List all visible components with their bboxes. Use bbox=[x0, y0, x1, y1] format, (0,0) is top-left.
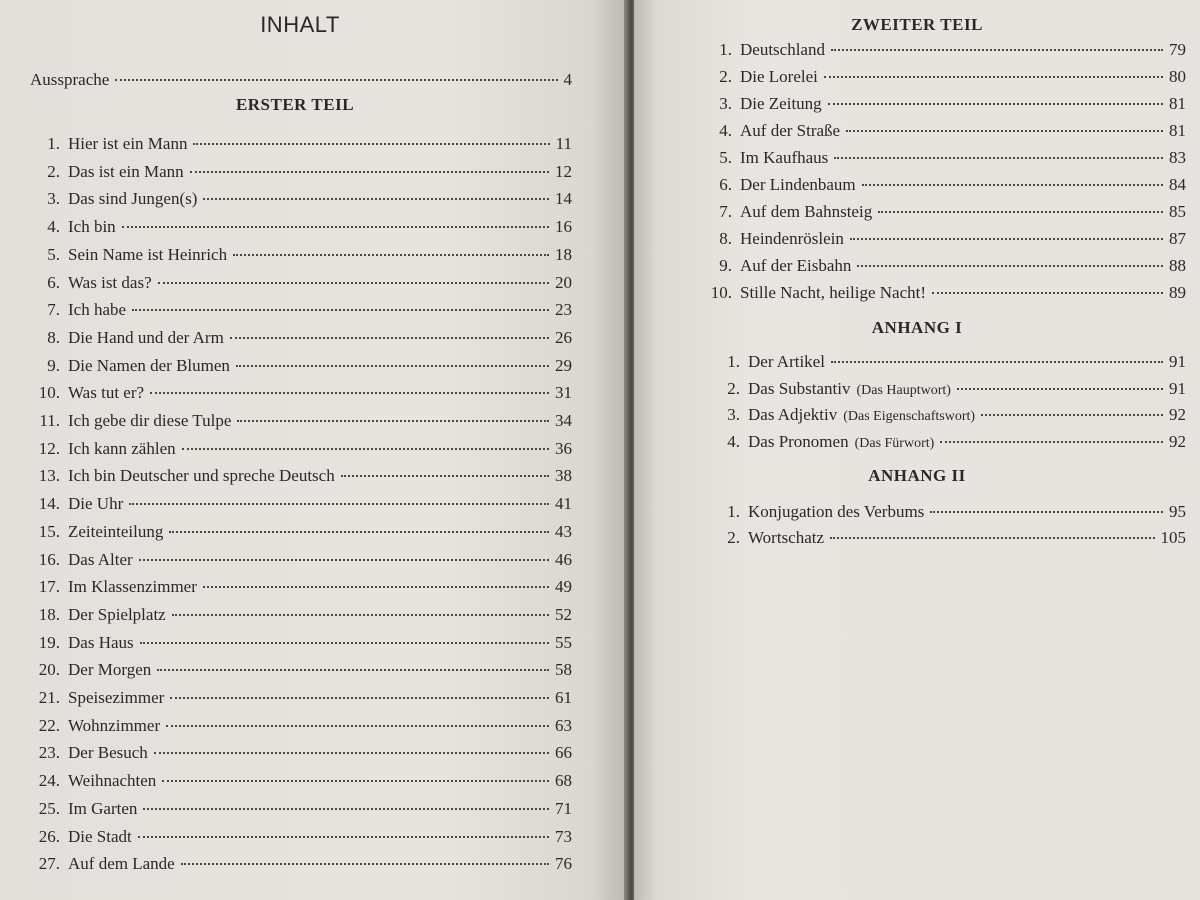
toc-row bbox=[30, 688, 572, 708]
toc-row bbox=[30, 245, 572, 265]
toc-number: 11. bbox=[39, 411, 60, 430]
toc-number: 20. bbox=[38, 660, 60, 680]
toc-title: Der Besuch bbox=[68, 743, 148, 763]
toc-number: 1. bbox=[719, 40, 732, 59]
leader-dots bbox=[203, 198, 549, 200]
toc-number: 2. bbox=[727, 528, 740, 547]
toc-page: 68 bbox=[555, 771, 572, 791]
toc-number: 25. bbox=[38, 798, 60, 818]
leader-dots bbox=[150, 392, 549, 394]
toc-number: 9. bbox=[47, 355, 60, 375]
toc-page: 12 bbox=[555, 161, 572, 181]
leader-dots bbox=[230, 337, 549, 339]
toc-title: Das sind Jungen(s) bbox=[68, 189, 198, 209]
toc-page: 89 bbox=[1169, 283, 1186, 302]
toc-title: Deutschland bbox=[740, 40, 825, 59]
toc-number: 4. bbox=[47, 217, 60, 237]
toc-page: 92 bbox=[1169, 405, 1186, 424]
toc-number: 6. bbox=[719, 175, 732, 194]
toc-number: 2. bbox=[47, 161, 60, 181]
toc-page: 85 bbox=[1169, 202, 1186, 221]
toc-page: 14 bbox=[555, 189, 572, 209]
toc-page: 36 bbox=[555, 438, 572, 458]
leader-dots bbox=[139, 559, 549, 561]
toc-row bbox=[30, 633, 572, 653]
toc-title: Ich kann zählen bbox=[68, 438, 176, 458]
leader-dots bbox=[981, 414, 1163, 416]
toc-title: Weihnachten bbox=[68, 771, 157, 791]
toc-row bbox=[30, 494, 572, 514]
toc-row bbox=[30, 799, 572, 819]
toc-number: 8. bbox=[719, 229, 732, 248]
leader-dots bbox=[140, 642, 549, 644]
toc-title: Sein Name ist Heinrich bbox=[68, 244, 228, 264]
toc-row bbox=[30, 550, 572, 570]
toc-number: 14. bbox=[38, 494, 60, 514]
part-heading-anhang-2: ANHANG II bbox=[868, 466, 966, 485]
leader-dots bbox=[233, 254, 549, 256]
toc-number: 13. bbox=[38, 466, 60, 486]
toc-row bbox=[30, 771, 572, 791]
leader-dots bbox=[846, 130, 1163, 132]
contents-heading: INHALT bbox=[260, 12, 340, 37]
toc-row bbox=[706, 121, 1186, 141]
toc-title: Im Kaufhaus bbox=[740, 148, 829, 167]
toc-row bbox=[30, 162, 572, 182]
toc-number: 17. bbox=[38, 577, 60, 597]
toc-row bbox=[706, 283, 1186, 303]
toc-number: 1. bbox=[727, 502, 740, 521]
toc-title: Wohnzimmer bbox=[68, 715, 161, 735]
toc-page: 58 bbox=[555, 660, 572, 680]
leader-dots bbox=[831, 49, 1163, 51]
toc-number: 9. bbox=[719, 256, 732, 275]
toc-row bbox=[30, 300, 572, 320]
leader-dots bbox=[122, 226, 549, 228]
leader-dots bbox=[158, 282, 549, 284]
toc-number: 1. bbox=[47, 134, 60, 153]
toc-title: Auf dem Bahnsteig bbox=[740, 202, 873, 221]
leader-dots bbox=[930, 511, 1163, 513]
toc-row bbox=[706, 94, 1186, 114]
toc-number: 2. bbox=[719, 67, 732, 86]
leader-dots bbox=[162, 780, 549, 782]
toc-number: 10. bbox=[710, 283, 732, 302]
toc-title: Das Substantiv bbox=[748, 378, 851, 398]
toc-title: Zeiteinteilung bbox=[68, 521, 164, 541]
toc-title: Im Klassenzimmer bbox=[68, 577, 197, 597]
toc-title: Aussprache bbox=[30, 70, 110, 89]
toc-row bbox=[30, 328, 572, 348]
toc-row bbox=[30, 411, 572, 431]
toc-number: 16. bbox=[38, 549, 60, 569]
toc-title: Ich gebe dir diese Tulpe bbox=[68, 411, 232, 430]
toc-title: Auf der Straße bbox=[740, 121, 841, 140]
toc-title: Stille Nacht, heilige Nacht! bbox=[740, 283, 926, 302]
toc-page: 20 bbox=[555, 272, 572, 292]
leader-dots bbox=[850, 238, 1163, 240]
toc-row bbox=[706, 175, 1186, 195]
toc-page: 52 bbox=[555, 604, 572, 624]
leader-dots bbox=[193, 143, 549, 145]
toc-row bbox=[714, 528, 1186, 548]
toc-title: Die Namen der Blumen bbox=[68, 355, 230, 375]
leader-dots bbox=[236, 365, 549, 367]
toc-number: 6. bbox=[47, 272, 60, 292]
leader-dots bbox=[862, 184, 1163, 186]
toc-number: 8. bbox=[47, 327, 60, 347]
toc-row bbox=[30, 743, 572, 763]
toc-page: 46 bbox=[555, 549, 572, 569]
toc-page: 63 bbox=[555, 715, 572, 735]
leader-dots bbox=[115, 79, 557, 81]
leader-dots bbox=[830, 537, 1154, 539]
leader-dots bbox=[857, 265, 1163, 267]
toc-page: 105 bbox=[1160, 528, 1186, 547]
toc-number: 3. bbox=[727, 405, 740, 424]
toc-number: 4. bbox=[727, 431, 740, 451]
toc-row bbox=[714, 432, 1186, 452]
leader-dots bbox=[166, 725, 549, 727]
toc-row bbox=[706, 67, 1186, 87]
toc-row bbox=[30, 827, 572, 847]
right-page bbox=[634, 0, 1200, 900]
toc-number: 23. bbox=[38, 743, 60, 763]
toc-row bbox=[30, 854, 572, 874]
toc-row bbox=[706, 148, 1186, 168]
leader-dots bbox=[129, 503, 549, 505]
leader-dots bbox=[170, 697, 549, 699]
toc-title: Speisezimmer bbox=[68, 688, 165, 707]
toc-title: Das Haus bbox=[68, 632, 134, 652]
toc-row bbox=[706, 229, 1186, 249]
leader-dots bbox=[203, 586, 549, 588]
toc-page: 38 bbox=[555, 466, 572, 486]
toc-page: 16 bbox=[555, 217, 572, 237]
leader-dots bbox=[138, 836, 549, 838]
toc-page: 87 bbox=[1169, 229, 1186, 248]
leader-dots bbox=[182, 448, 549, 450]
leader-dots bbox=[157, 669, 549, 671]
toc-note: (Das Hauptwort) bbox=[856, 382, 951, 398]
leader-dots bbox=[190, 171, 549, 173]
part-heading-erster-teil: ERSTER TEIL bbox=[235, 95, 355, 114]
toc-page: 23 bbox=[555, 300, 572, 320]
leader-dots bbox=[940, 441, 1163, 443]
toc-row bbox=[30, 466, 572, 486]
toc-number: 15. bbox=[38, 521, 60, 541]
leader-dots bbox=[341, 475, 549, 477]
toc-title: Auf der Eisbahn bbox=[740, 256, 852, 275]
toc-number: 12. bbox=[38, 438, 60, 458]
toc-number: 21. bbox=[38, 688, 60, 707]
toc-title: Auf dem Lande bbox=[68, 854, 175, 874]
toc-title: Konjugation des Verbums bbox=[748, 502, 925, 521]
toc-number: 22. bbox=[38, 715, 60, 735]
leader-dots bbox=[132, 309, 549, 311]
toc-page: 26 bbox=[555, 327, 572, 347]
toc-page: 79 bbox=[1169, 40, 1186, 59]
toc-page: 81 bbox=[1169, 121, 1186, 140]
toc-title: Heindenröslein bbox=[740, 229, 844, 248]
toc-title: Der Lindenbaum bbox=[740, 175, 856, 194]
toc-title: Der Spielplatz bbox=[68, 604, 166, 624]
leader-dots bbox=[237, 420, 549, 422]
toc-row bbox=[30, 189, 572, 209]
toc-number: 27. bbox=[38, 854, 60, 874]
part-heading-anhang-1: ANHANG I bbox=[871, 318, 963, 337]
toc-number: 1. bbox=[727, 352, 740, 371]
toc-row bbox=[30, 134, 572, 154]
toc-number: 10. bbox=[38, 383, 60, 403]
toc-title: Die Hand und der Arm bbox=[68, 327, 224, 347]
toc-row bbox=[30, 605, 572, 625]
toc-page: 43 bbox=[555, 521, 572, 541]
toc-number: 24. bbox=[38, 771, 60, 791]
leader-dots bbox=[154, 752, 549, 754]
toc-page: 73 bbox=[555, 826, 572, 846]
toc-row bbox=[30, 439, 572, 459]
toc-page: 81 bbox=[1169, 94, 1186, 113]
toc-page: 18 bbox=[555, 244, 572, 264]
toc-row bbox=[30, 660, 572, 680]
leader-dots bbox=[824, 76, 1163, 78]
toc-row bbox=[714, 405, 1186, 425]
toc-row bbox=[30, 356, 572, 376]
toc-row bbox=[714, 502, 1186, 522]
toc-page: 34 bbox=[555, 411, 572, 430]
toc-row bbox=[30, 273, 572, 293]
toc-number: 3. bbox=[47, 189, 60, 209]
toc-row bbox=[706, 202, 1186, 222]
toc-title: Die Zeitung bbox=[740, 94, 822, 113]
toc-number: 7. bbox=[47, 300, 60, 320]
toc-page: 31 bbox=[555, 383, 572, 403]
toc-page: 29 bbox=[555, 355, 572, 375]
leader-dots bbox=[143, 808, 549, 810]
leader-dots bbox=[831, 361, 1163, 363]
toc-number: 2. bbox=[727, 378, 740, 398]
toc-row bbox=[30, 383, 572, 403]
toc-title: Was tut er? bbox=[68, 383, 145, 403]
toc-title: Das ist ein Mann bbox=[68, 161, 184, 181]
leader-dots bbox=[828, 103, 1163, 105]
leader-dots bbox=[181, 863, 549, 865]
toc-number: 5. bbox=[719, 148, 732, 167]
toc-row bbox=[706, 256, 1186, 276]
toc-row bbox=[706, 40, 1186, 60]
toc-title: Das Alter bbox=[68, 549, 133, 569]
toc-note: (Das Fürwort) bbox=[854, 435, 935, 451]
toc-title: Ich bin bbox=[68, 217, 116, 237]
toc-row bbox=[30, 577, 572, 597]
toc-title: Ich bin Deutscher und spreche Deutsch bbox=[68, 466, 335, 486]
toc-row bbox=[714, 379, 1186, 399]
toc-row-preface bbox=[30, 70, 572, 90]
toc-note: (Das Eigenschaftswort) bbox=[843, 409, 976, 424]
toc-page: 91 bbox=[1169, 352, 1186, 371]
toc-title: Das Adjektiv bbox=[748, 405, 838, 424]
toc-page: 4 bbox=[563, 70, 572, 89]
toc-page: 80 bbox=[1169, 67, 1186, 86]
toc-title: Die Lorelei bbox=[740, 67, 818, 86]
toc-title: Wortschatz bbox=[748, 528, 825, 547]
toc-title: Der Artikel bbox=[748, 352, 825, 371]
part-heading-zweiter-teil: ZWEITER TEIL bbox=[851, 15, 983, 34]
toc-row bbox=[30, 522, 572, 542]
toc-page: 88 bbox=[1169, 256, 1186, 275]
toc-number: 26. bbox=[38, 826, 60, 846]
toc-page: 49 bbox=[555, 577, 572, 597]
leader-dots bbox=[957, 388, 1163, 390]
toc-number: 5. bbox=[47, 244, 60, 264]
toc-row bbox=[30, 217, 572, 237]
toc-title: Die Stadt bbox=[68, 826, 132, 846]
toc-row bbox=[714, 352, 1186, 372]
toc-page: 61 bbox=[555, 688, 572, 707]
toc-page: 76 bbox=[555, 854, 572, 874]
toc-page: 83 bbox=[1169, 148, 1186, 167]
toc-page: 95 bbox=[1169, 502, 1186, 521]
toc-number: 4. bbox=[719, 121, 732, 140]
toc-page: 55 bbox=[555, 632, 572, 652]
toc-page: 66 bbox=[555, 743, 572, 763]
toc-number: 18. bbox=[38, 604, 60, 624]
toc-title: Das Pronomen bbox=[748, 431, 849, 451]
leader-dots bbox=[172, 614, 549, 616]
leader-dots bbox=[878, 211, 1163, 213]
toc-title: Ich habe bbox=[68, 300, 127, 320]
toc-number: 3. bbox=[719, 94, 732, 113]
leader-dots bbox=[932, 292, 1163, 294]
toc-page: 71 bbox=[555, 798, 572, 818]
toc-title: Die Uhr bbox=[68, 494, 124, 514]
toc-page: 91 bbox=[1169, 378, 1186, 398]
toc-number: 7. bbox=[719, 202, 732, 221]
toc-title: Der Morgen bbox=[68, 660, 152, 680]
toc-page: 92 bbox=[1169, 431, 1186, 451]
toc-number: 19. bbox=[38, 632, 60, 652]
toc-title: Hier ist ein Mann bbox=[68, 134, 188, 153]
toc-page: 41 bbox=[555, 494, 572, 514]
toc-title: Im Garten bbox=[68, 798, 138, 818]
leader-dots bbox=[834, 157, 1163, 159]
toc-page: 84 bbox=[1169, 175, 1186, 194]
toc-title: Was ist das? bbox=[68, 272, 152, 292]
toc-row bbox=[30, 716, 572, 736]
leader-dots bbox=[169, 531, 549, 533]
toc-page: 11 bbox=[555, 134, 572, 153]
